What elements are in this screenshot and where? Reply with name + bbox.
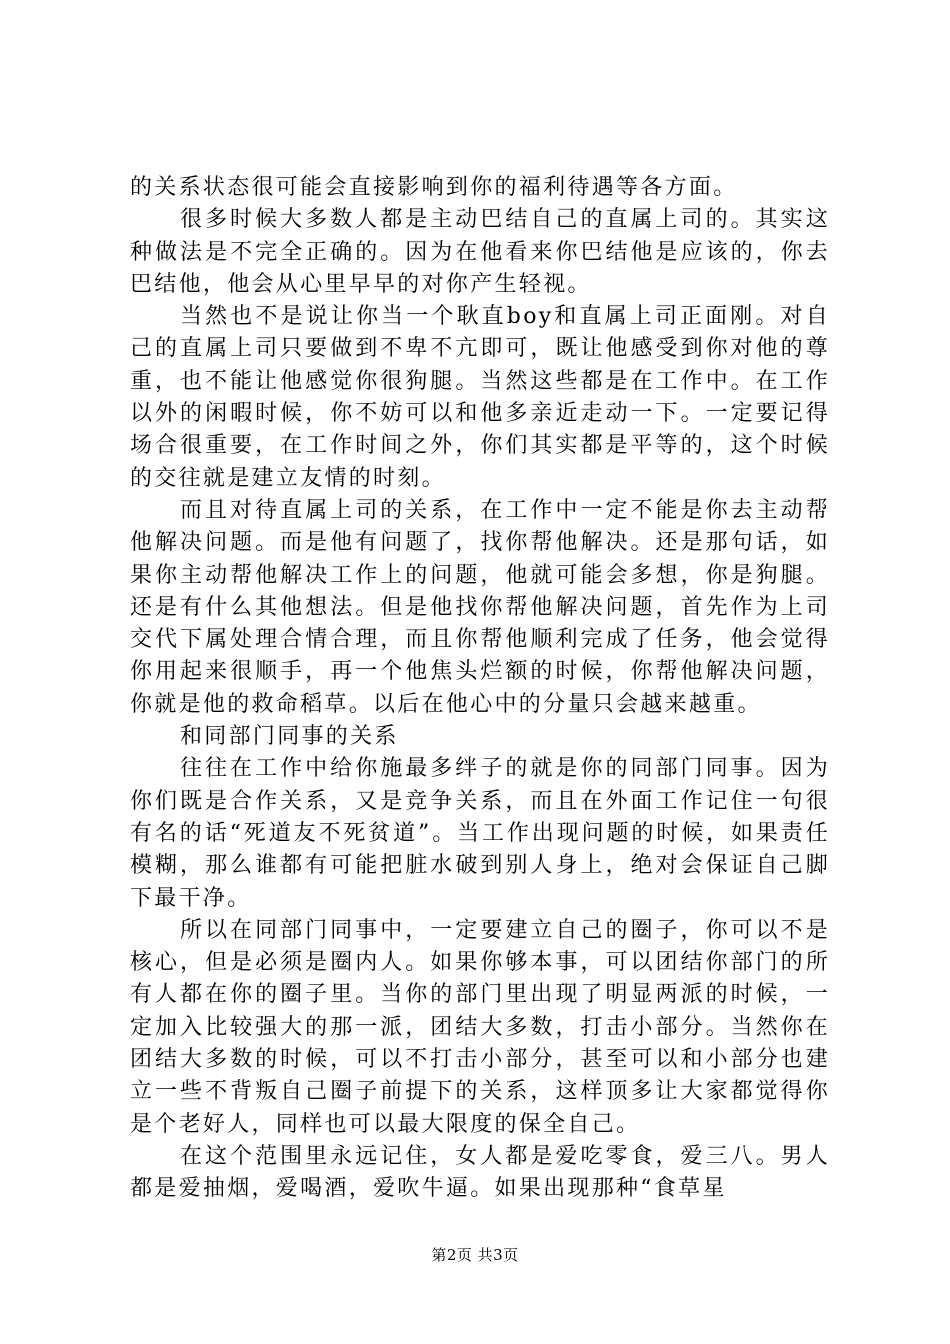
page-number-footer: 第2页 共3页 <box>431 1246 519 1264</box>
paragraph-1: 很多时候大多数人都是主动巴结自己的直属上司的。其实这种做法是不完全正确的。因为在他看来你巴结他是应该的，你去巴结他，他会从心里早早的对你产生轻视。 <box>130 207 830 297</box>
document-body <box>130 172 830 1206</box>
paragraph-7: 在这个范围里永远记住，女人都是爱吃零食，爱三八。男人都是爱抽烟，爱喝酒，爱吹牛逼。如果出现那种“食草星 <box>130 1143 830 1202</box>
paragraph-6: 所以在同部门同事中，一定要建立自己的圈子，你可以不是核心，但是必须是圈内人。如果你够本事，可以团结你部门的所有人都在你的圈子里。当你的部门里出现了明显两派的时候，一定加入比较强大的那一派，团结大多数，打击小部分。当然你在团结大多数的时候，可以不打击小部分，甚至可以和小部分也建立一些不背叛自己圈子前提下的关系，这样顶多让大家都觉得你是个老好人，同样也可以最大限度的保全自己。 <box>130 917 830 1137</box>
paragraph-2: 当然也不是说让你当一个耿直boy和直属上司正面刚。对自己的直属上司只要做到不卑不亢即可，既让他感受到你对他的尊重，也不能让他感觉你很狗腿。当然这些都是在工作中。在工作以外的闲暇时候，你不妨可以和他多亲近走动一下。一定要记得场合很重要，在工作时间之外，你们其实都是平等的，这个时候的交往就是建立友情的时刻。 <box>130 304 830 491</box>
section-heading: 和同部门同事的关系 <box>180 724 399 750</box>
paragraph-5: 往往在工作中给你施最多绊子的就是你的同部门同事。因为你们既是合作关系，又是竞争关系，而且在外面工作记住一句很有名的话“死道友不死贫道”。当工作出现问题的时候，如果责任模糊，那么谁都有可能把脏水破到别人身上，绝对会保证自己脚下最干净。 <box>130 756 830 911</box>
paragraph-0: 的关系状态很可能会直接影响到你的福利待遇等各方面。 <box>130 175 738 200</box>
paragraph-3: 而且对待直属上司的关系，在工作中一定不能是你去主动帮他解决问题。而是他有问题了，找你帮他解决。还是那句话，如果你主动帮他解决工作上的问题，他就可能会多想，你是狗腿。还是有什么其他想法。但是他找你帮他解决问题，首先作为上司交代下属处理合情合理，而且你帮他顺利完成了任务，他会觉得你用起来很顺手，再一个他焦头烂额的时候，你帮他解决问题，你就是他的救命稻草。以后在他心中的分量只会越来越重。 <box>130 497 830 717</box>
